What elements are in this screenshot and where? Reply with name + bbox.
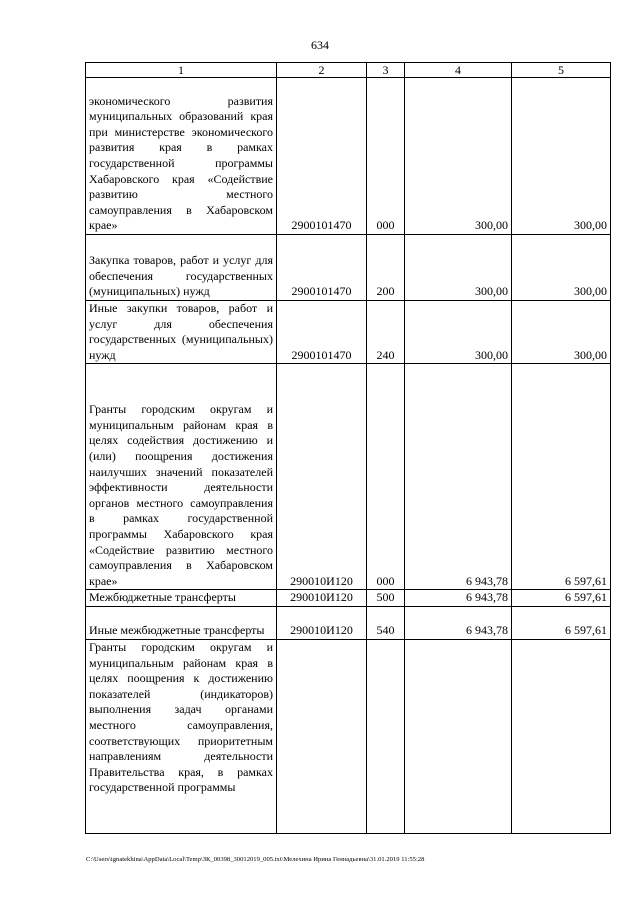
row-amount-2: 300,00 (512, 235, 611, 301)
row-amount-1: 6 943,78 (405, 364, 512, 590)
table-row (86, 364, 611, 590)
row-target-code (277, 639, 367, 833)
row-target-code: 2900101470 (277, 235, 367, 301)
row-name: Межбюджетные трансферты (86, 590, 277, 607)
row-expense-type: 200 (367, 235, 405, 301)
row-expense-type: 000 (367, 364, 405, 590)
row-amount-1 (405, 639, 512, 833)
page-number: 634 (311, 38, 329, 52)
row-amount-1: 6 943,78 (405, 590, 512, 607)
row-name: экономического развития муниципальных образований края при министерстве экономического развития края в рамках государственной программы Хабаровского края «Содействие развитию местного самоуправления в Хабаровском крае» (86, 78, 277, 235)
row-target-code: 2900101470 (277, 78, 367, 235)
column-header: 3 (367, 63, 405, 78)
table-row (86, 235, 611, 301)
row-amount-2 (512, 639, 611, 833)
row-amount-2: 6 597,61 (512, 590, 611, 607)
table-row (86, 590, 611, 607)
row-name: Иные межбюджетные трансферты (86, 606, 277, 639)
row-expense-type: 540 (367, 606, 405, 639)
row-expense-type: 000 (367, 78, 405, 235)
table-row (86, 301, 611, 364)
row-amount-1: 300,00 (405, 301, 512, 364)
row-expense-type: 500 (367, 590, 405, 607)
row-amount-2: 300,00 (512, 301, 611, 364)
row-amount-2: 6 597,61 (512, 606, 611, 639)
row-amount-2: 300,00 (512, 78, 611, 235)
row-expense-type (367, 639, 405, 833)
row-expense-type: 240 (367, 301, 405, 364)
row-name: Закупка товаров, работ и услуг для обеспечения государственных (муниципальных) нужд (86, 235, 277, 301)
column-header: 1 (86, 63, 277, 78)
table-header-row (86, 63, 611, 78)
file-path-footer: C:\Users\ignatekhina\AppData\Local\Temp\ЗК_00398_30012019_005.txt\Мелехина Ирина Геннадьевна\31.01.2019 11:55:28 (86, 856, 425, 863)
row-target-code: 290010И120 (277, 590, 367, 607)
row-name: Гранты городским округам и муниципальным районам края в целях поощрения к достижению показателей (индикаторов) выполнения задач органами местного самоуправления, соответствующих приоритетным направлениям деятельности Правительства края, в рамках государственной программы (86, 639, 277, 833)
row-amount-1: 300,00 (405, 78, 512, 235)
row-target-code: 2900101470 (277, 301, 367, 364)
row-amount-1: 300,00 (405, 235, 512, 301)
column-header: 4 (405, 63, 512, 78)
row-name: Гранты городским округам и муниципальным районам края в целях содействия достижению и (или) поощрения достижения наилучших значений показателей эффективности деятельности органов местного самоуправления в рамках государственной программы Хабаровского края «Содействие развитию местного самоуправления в Хабаровском крае» (86, 364, 277, 590)
table-row (86, 606, 611, 639)
row-target-code: 290010И120 (277, 364, 367, 590)
row-amount-2: 6 597,61 (512, 364, 611, 590)
column-header: 5 (512, 63, 611, 78)
budget-table (85, 62, 611, 834)
row-target-code: 290010И120 (277, 606, 367, 639)
table-row (86, 78, 611, 235)
row-amount-1: 6 943,78 (405, 606, 512, 639)
row-name: Иные закупки товаров, работ и услуг для обеспечения государственных (муниципальных) нужд (86, 301, 277, 364)
table-row (86, 639, 611, 833)
column-header: 2 (277, 63, 367, 78)
